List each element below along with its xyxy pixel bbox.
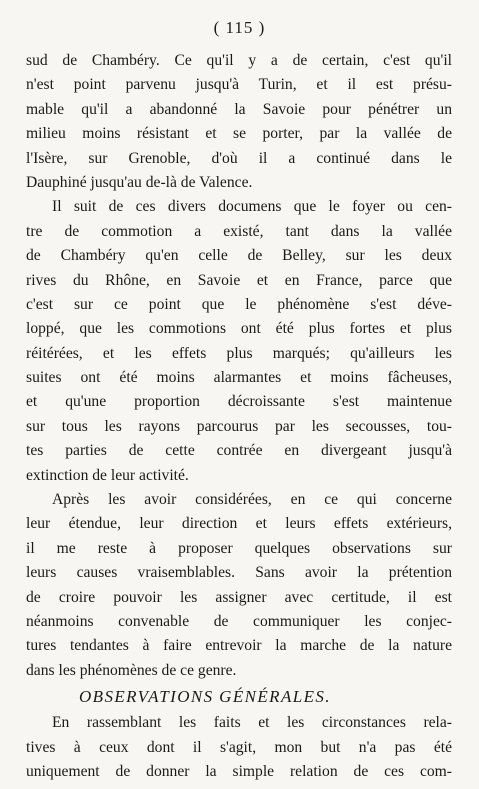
text-line: tives à ceux dont il s'agit, mon but n'a pas été [26,738,452,756]
text-line: tures tendantes à faire entrevoir la marche de la nature [26,637,452,655]
text-line: c'est sur ce point que le phénomène s'est déve- [26,295,452,313]
text-line: uniquement de donner la simple relation de ces com- [26,762,452,780]
text-line: leurs causes vraisemblables. Sans avoir la prétention [26,564,452,582]
text-line: de Chambéry qu'en celle de Belley, sur les deux [26,247,452,265]
body-text [26,49,452,784]
paragraph-3 [26,488,452,683]
text-line: dans les phénomènes de ce genre. [26,661,237,679]
text-line: En rassemblant les faits et les circonstances rela- [52,714,452,732]
text-line: leur étendue, leur direction et leurs effets extérieurs, [26,515,452,533]
text-line: rives du Rhône, en Savoie et en France, parce que [26,271,452,289]
page-number: ( 115 ) [213,18,266,37]
text-line: de croire pouvoir les assigner avec certitude, il est [26,588,452,606]
text-line: mable qu'il a abandonné la Savoie pour pénétrer un [26,100,452,118]
text-line: réitérées, et les effets plus marqués; qu'ailleurs les [26,344,452,362]
text-line: Il suit de ces divers documens que le foyer ou cen- [52,198,452,216]
text-line: l'Isère, sur Grenoble, d'où il a continué dans le [26,149,452,167]
text-line: et qu'une proportion décroissante s'est maintenue [26,393,452,411]
text-line: milieu moins résistant et se porter, par la vallée de [26,125,452,143]
text-line: tre de commotion a existé, tant dans la vallée [26,222,452,240]
paragraph-4 [26,711,452,784]
text-line: tes parties de cette contrée en divergeant jusqu'à [26,442,452,460]
text-line: extinction de leur activité. [26,466,189,484]
text-line: Dauphiné jusqu'au de-là de Valence. [26,173,253,191]
text-line: sud de Chambéry. Ce qu'il y a de certain, c'est qu'il [26,52,452,69]
section-heading: OBSERVATIONS GÉNÉRALES. [79,687,331,707]
text-line: suites ont été moins alarmantes et moins fâcheuses, [26,369,452,387]
text-line: n'est point parvenu jusqu'à Turin, et il est présu- [26,76,452,94]
text-line: loppé, que les commotions ont été plus fortes et plus [26,320,452,338]
text-line: Après les avoir considérées, en ce qui concerne [52,491,452,509]
paragraph-1 [26,49,452,195]
text-line: néanmoins convenable de communiquer les conjec- [26,612,452,630]
text-line: sur tous les rayons parcourus par les secousses, tou- [26,417,452,435]
paragraph-2 [26,195,452,488]
text-line: il me reste à proposer quelques observations sur [26,539,452,557]
